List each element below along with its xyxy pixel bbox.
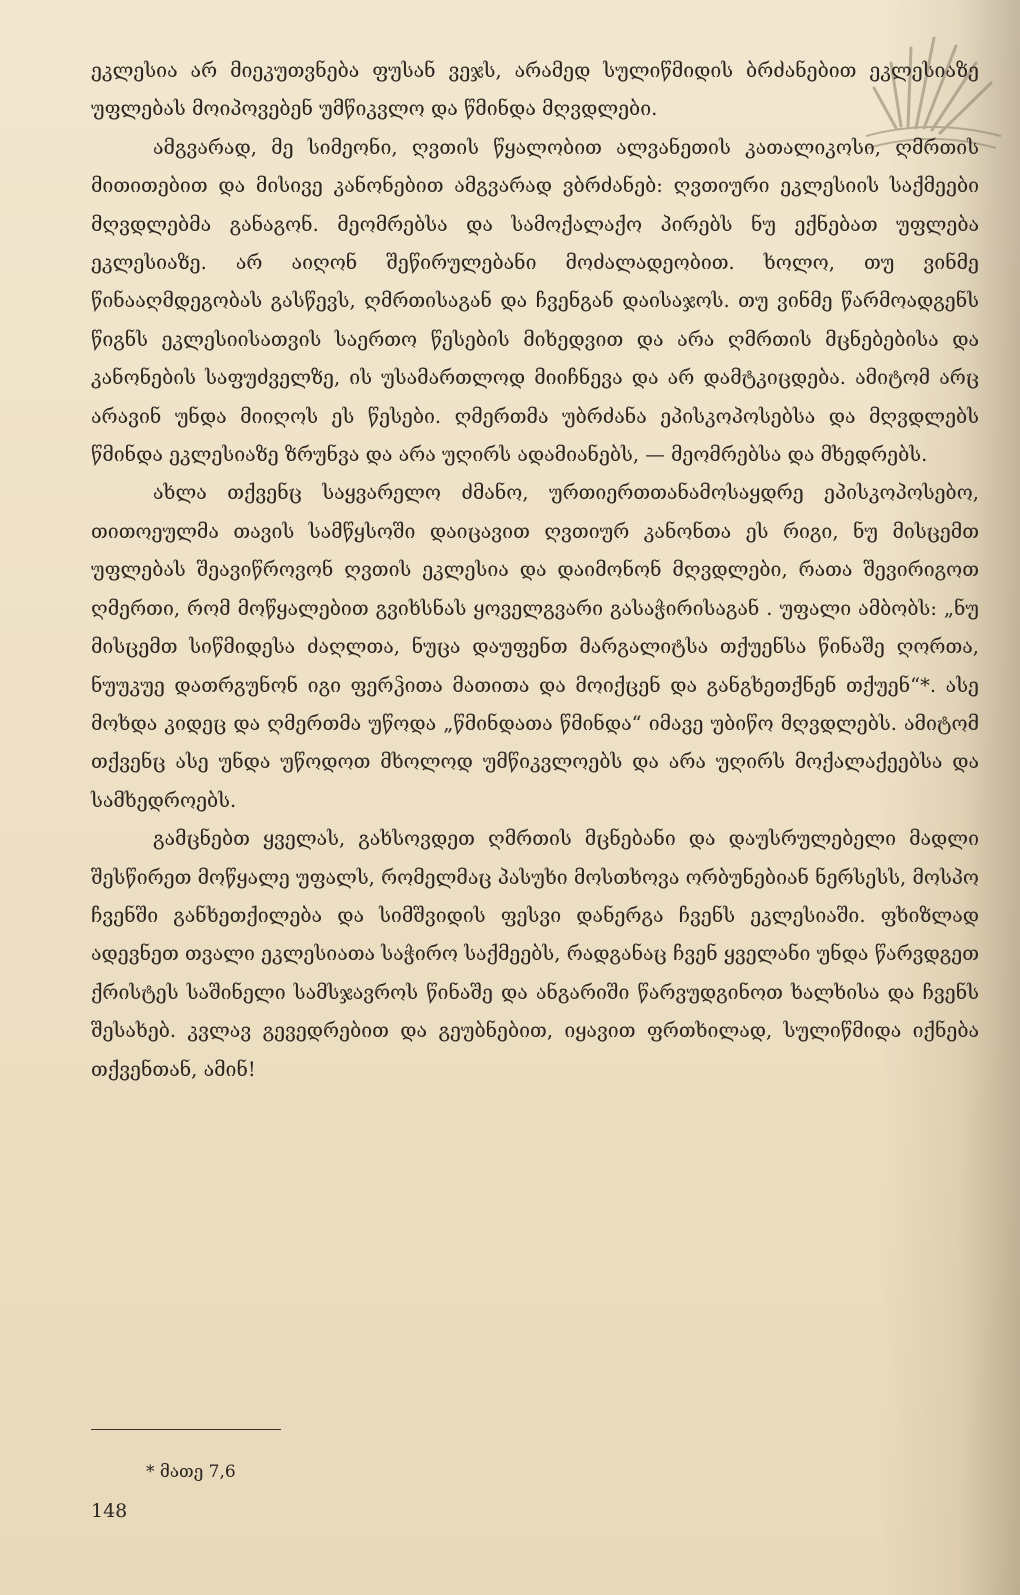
footnote-divider [91,1429,281,1430]
footnote: * მათე 7,6 [146,1462,236,1482]
page-number: 148 [91,1500,128,1522]
paragraph: ამგვარად, მე სიმეონი, ღვთის წყალობით ალვანეთის კათალიკოსი, ღმრთის მითითებით და მისივე კანონებით ამგვარად ვბრძანებ: ღვთიური ეკლესიის საქმეები მღვდლებმა განაგონ. მეომრებსა და სამოქალაქო პირებს ნუ ექნებათ უფლება ეკლესიაზე. არ აიღონ შეწირულებანი მოძალადეობით. ხოლო, თუ ვინმე წინააღმდეგობას გასწევს, ღმრთისაგან და ჩვენგან დაისაჯოს. თუ ვინმე წარმოადგენს წიგნს ეკლესიისათვის საერთო წესების მიხედვით და არა ღმრთის მცნებებისა და კანონების საფუძველზე, ის უსამართლოდ მიიჩნევა და არ დამტკიცდება. ამიტომ არც არავინ უნდა მიიღოს ეს წესები. ღმერთმა უბრძანა ეპისკოპოსებსა და მღვდლებს წმინდა ეკლესიაზე ზრუნვა და არა უღირს ადამიანებს, — მეომრებსა და მხედრებს. [91,135,979,467]
paragraph: გამცნებთ ყველას, გახსოვდეთ ღმრთის მცნებანი და დაუსრულებელი მადლი შესწირეთ მოწყალე უფალს, რომელმაც პასუხი მოსთხოვა ორბუნებიან ნერსესს, მოსპო ჩვენში განხეთქილება და სიმშვიდის ფესვი დანერგა ჩვენს ეკლესიაში. ფხიზლად ადევნეთ თვალი ეკლესიათა საჭირო საქმეებს, რადგანაც ჩვენ ყველანი უნდა წარვდგეთ ქრისტეს საშინელი სამსჯავროს წინაშე და ანგარიში წარვუდგინოთ ხალხისა და ჩვენს შესახებ. კვლავ გევედრებით და გეუბნებით, იყავით ფრთხილად, სულიწმიდა იქნება თქვენთან, ამინ! [91,827,979,1081]
paragraph: ახლა თქვენც საყვარელო ძმანო, ურთიერთთანამოსაყდრე ეპისკოპოსებო, თითოეულმა თავის სამწყსოში დაიცავით ღვთიურ კანონთა ეს რიგი, ნუ მისცემთ უფლებას შეავიწროვონ ღვთის ეკლესია და დაიმონონ მღვდლები, რათა შევირიგოთ ღმერთი, რომ მოწყალებით გვიხსნას ყოველგვარი გასაჭირისაგან . უფალი ამბობს: „ნუ მისცემთ სიწმიდესა ძაღლთა, ნუცა დაუფენთ მარგალიტსა თქუენსა წინაშე ღორთა, ნუუკუე დათრგუნონ იგი ფერჴითა მათითა და მოიქცენ და განგხეთქნენ თქუენ“*. ასე მოხდა კიდეც და ღმერთმა უწოდა „წმინდათა წმინდა“ იმავე უბიწო მღვდლებს. ამიტომ თქვენც ასე უნდა უწოდოთ მხოლოდ უმწიკვლოებს და არა უღირს მოქალაქეებსა და სამხედროებს. [91,481,979,812]
body-text [91,52,979,1089]
paragraph: ეკლესია არ მიეკუთვნება ფუსან ვეჯს, არამედ სულიწმიდის ბრძანებით ეკლესიაზე უფლებას მოიპოვებენ უმწიკვლო და წმინდა მღვდლები. [91,59,979,121]
